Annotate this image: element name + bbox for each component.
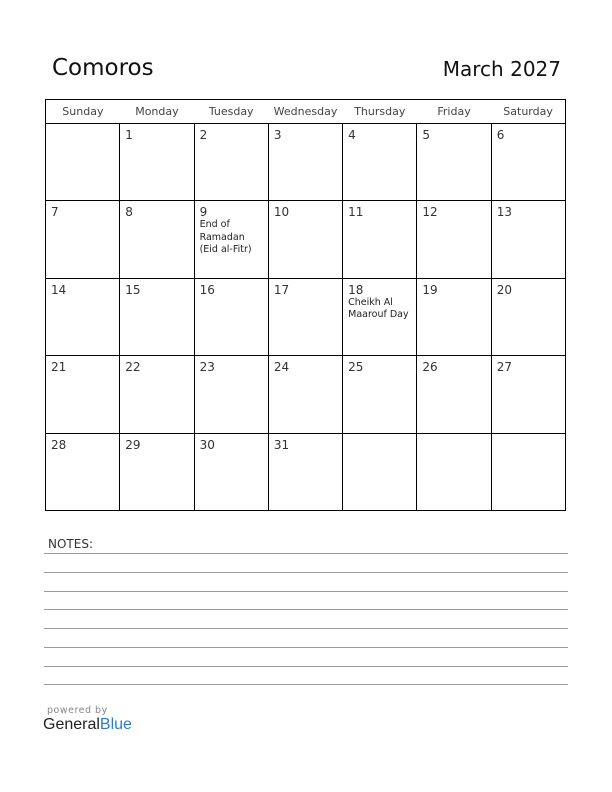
day-number: 1	[125, 128, 133, 142]
day-number: 4	[348, 128, 356, 142]
day-number: 29	[125, 437, 141, 452]
day-number: 18	[348, 282, 364, 297]
day-cell	[343, 356, 417, 433]
day-cell	[268, 433, 342, 510]
weekday-header-row	[46, 100, 566, 124]
day-cell	[268, 124, 342, 201]
day-number: 24	[273, 360, 290, 375]
weekday-header: Thursday	[343, 100, 417, 124]
day-cell	[268, 201, 342, 278]
day-cell	[417, 356, 491, 433]
weekday-header: Saturday	[491, 100, 565, 124]
weekday-header: Monday	[120, 100, 194, 124]
day-number: 20	[496, 282, 512, 297]
day-cell	[343, 278, 417, 355]
day-number: 19	[422, 282, 438, 297]
powered-by-text: powered by	[47, 705, 108, 716]
note-line	[44, 666, 568, 667]
day-cell	[417, 201, 491, 278]
week-row	[46, 356, 566, 433]
day-number: 6	[496, 128, 505, 142]
brand-blue: Blue	[99, 716, 132, 733]
day-number: 21	[51, 360, 67, 375]
month-year-title: March 2027	[442, 57, 561, 81]
notes-label: NOTES:	[48, 537, 93, 551]
day-number: 16	[199, 282, 215, 297]
day-number: 11	[348, 205, 364, 220]
day-number: 9	[199, 205, 208, 220]
day-cell	[491, 356, 565, 433]
day-cell	[194, 433, 268, 510]
day-number: 5	[422, 128, 431, 142]
holiday-label: Cheikh Al Maarouf Day	[348, 296, 409, 321]
note-line	[44, 628, 568, 629]
day-number: 26	[422, 360, 438, 375]
note-line	[44, 609, 568, 610]
day-number: 23	[199, 360, 215, 375]
day-number: 17	[273, 282, 290, 297]
weekday-header: Friday	[417, 100, 491, 124]
day-cell	[46, 124, 120, 201]
note-line	[44, 553, 568, 554]
day-cell	[120, 201, 194, 278]
note-line	[44, 591, 568, 592]
day-cell	[491, 201, 565, 278]
day-number: 7	[51, 205, 59, 220]
note-line	[44, 572, 568, 573]
day-cell	[120, 278, 194, 355]
day-cell	[268, 356, 342, 433]
day-cell	[46, 201, 120, 278]
note-line	[44, 647, 568, 648]
day-number: 12	[422, 205, 438, 220]
day-cell	[491, 124, 565, 201]
day-number: 25	[348, 360, 364, 375]
brand-general: General	[43, 716, 100, 733]
day-cell	[417, 278, 491, 355]
week-row	[46, 201, 566, 278]
day-number: 2	[199, 128, 208, 142]
day-number: 14	[51, 282, 67, 297]
weekday-header: Tuesday	[194, 100, 268, 124]
day-cell	[343, 201, 417, 278]
week-row	[46, 124, 566, 201]
day-cell	[491, 278, 565, 355]
day-cell	[120, 356, 194, 433]
day-number: 28	[51, 437, 67, 452]
week-row	[46, 433, 566, 510]
day-number: 31	[273, 437, 290, 452]
day-cell	[46, 356, 120, 433]
day-cell	[120, 124, 194, 201]
day-number: 13	[496, 205, 512, 220]
day-number: 30	[199, 437, 215, 452]
day-cell	[46, 433, 120, 510]
day-cell	[417, 124, 491, 201]
day-cell	[417, 433, 491, 510]
day-number: 15	[125, 282, 141, 297]
day-cell	[194, 124, 268, 201]
holiday-label: End of Ramadan (Eid al-Fitr)	[199, 219, 252, 256]
day-cell	[194, 278, 268, 355]
day-cell	[491, 433, 565, 510]
day-number: 8	[125, 205, 133, 220]
country-title: Comoros	[52, 55, 154, 81]
day-cell	[194, 356, 268, 433]
week-row	[46, 278, 566, 355]
day-cell	[268, 278, 342, 355]
day-cell	[343, 124, 417, 201]
day-cell	[120, 433, 194, 510]
generalblue-logo	[43, 716, 132, 734]
day-cell	[46, 278, 120, 355]
day-cell	[343, 433, 417, 510]
day-cell	[194, 201, 268, 278]
day-number: 27	[496, 360, 512, 375]
note-line	[44, 684, 568, 685]
weekday-header: Wednesday	[268, 100, 342, 124]
day-number: 3	[273, 128, 282, 142]
day-number: 22	[125, 360, 141, 375]
day-number: 10	[273, 205, 290, 220]
weekday-header: Sunday	[46, 100, 120, 124]
calendar-grid	[45, 99, 566, 511]
